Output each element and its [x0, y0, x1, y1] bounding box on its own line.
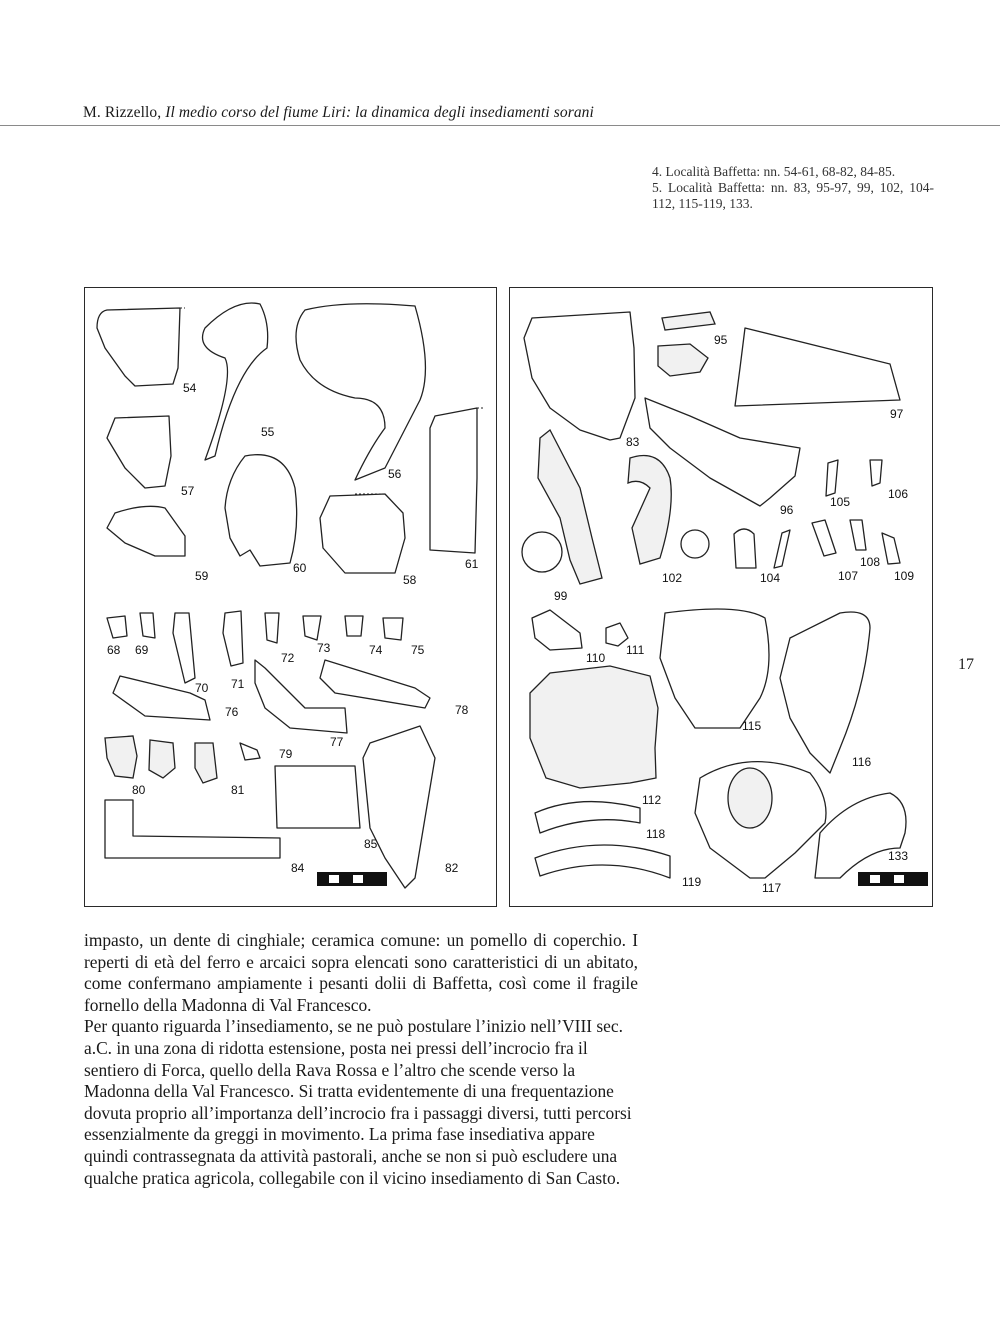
sherd-119 — [535, 845, 670, 878]
label-110: 110 — [586, 651, 606, 665]
label-116: 116 — [852, 755, 872, 769]
sherd-68 — [107, 616, 127, 638]
label-55: 55 — [261, 425, 275, 439]
label-78: 78 — [455, 703, 469, 717]
sherd-55 — [203, 303, 268, 460]
sherd-106 — [870, 460, 882, 486]
label-96: 96 — [780, 503, 794, 517]
label-58: 58 — [403, 573, 417, 587]
sherd-85 — [275, 766, 360, 828]
sherd-118 — [535, 802, 640, 833]
running-header — [83, 104, 594, 122]
sherd-105 — [826, 460, 838, 496]
sherd-84 — [105, 800, 280, 858]
label-59: 59 — [195, 569, 209, 583]
label-75: 75 — [411, 643, 425, 657]
label-74: 74 — [369, 643, 383, 657]
sherd-81 — [195, 743, 217, 783]
sherd-56 — [296, 304, 425, 480]
label-104: 104 — [760, 571, 781, 585]
sherd-72 — [265, 613, 279, 643]
sherd-115 — [660, 609, 769, 728]
sherd-133 — [815, 793, 909, 878]
label-82: 82 — [445, 861, 459, 875]
sherd-74 — [345, 616, 363, 636]
label-108: 108 — [860, 555, 881, 569]
label-119: 119 — [682, 875, 702, 889]
caption-fig-4: 4. Località Baffetta: nn. 54-61, 68-82, 84-85. — [652, 164, 896, 179]
label-106: 106 — [888, 487, 909, 501]
sherd-107 — [812, 520, 836, 556]
sherd-78 — [320, 660, 430, 708]
label-81: 81 — [231, 783, 245, 797]
sherd-80b — [149, 740, 175, 778]
sherd-112 — [530, 666, 658, 788]
label-79: 79 — [279, 747, 293, 761]
sherd-82 — [363, 726, 435, 888]
label-71: 71 — [231, 677, 245, 691]
sherd-99 — [538, 430, 602, 584]
paragraph-2: Per quanto riguarda l’insediamento, se ne può postulare l’inizio nell’VIII sec. a.C. in una zona di ridotta estensione, posta nei pressi dell’incrocio fra il sentiero di Forca, quello della Rava Rossa e l’altro che scende verso la Madonna della Val Francesco. Si tratta evidentemente di una frequentazione dovuta proprio all’importanza dell’incrocio fra i passaggi diversi, tutti percorsi essenzialmente da greggi in movimento. La prima fase insediativa appare quindi contrassegnata da attività pastorali, anche se non si può escludere una qualche pratica agricola, collegabile con il vicino insediamento di San Casto. — [84, 1016, 632, 1188]
label-109: 109 — [894, 569, 915, 583]
sherd-104 — [734, 529, 756, 568]
label-105: 105 — [830, 495, 851, 509]
sherd-99-section — [522, 532, 562, 572]
sherd-109 — [882, 533, 900, 564]
header-title: Il medio corso del fiume Liri: la dinamica degli insediamenti sorani — [165, 104, 594, 121]
sherd-95b — [658, 344, 708, 376]
sherd-102 — [628, 456, 671, 565]
sherd-80 — [105, 736, 137, 778]
label-115: 115 — [742, 719, 762, 733]
label-97: 97 — [890, 407, 904, 421]
sherd-75 — [383, 618, 403, 640]
sherd-97 — [735, 328, 900, 406]
body-text — [84, 930, 638, 1189]
sherd-110 — [532, 610, 582, 650]
header-author: M. Rizzello, — [83, 104, 166, 121]
label-83: 83 — [626, 435, 640, 449]
scale-bar — [317, 872, 387, 886]
label-77: 77 — [330, 735, 344, 749]
sherd-59 — [107, 506, 185, 556]
label-68: 68 — [107, 643, 121, 657]
scale-bar — [858, 872, 928, 886]
figure-captions — [652, 164, 934, 212]
sherd-95 — [662, 312, 715, 330]
label-69: 69 — [135, 643, 149, 657]
caption-fig-5: 5. Località Baffetta: nn. 83, 95-97, 99, 102, 104-112, 115-119, 133. — [652, 180, 934, 211]
paragraph-1: impasto, un dente di cinghiale; ceramica comune: un pomello di coperchio. I reperti di età del ferro e arcaici sopra elencati sono caratteristici di un abitato, come confermano ampiamente i pesanti dolii di Baffetta, così come il fragile fornello della Madonna di Val Francesco. — [84, 930, 638, 1015]
label-54: 54 — [183, 381, 197, 395]
sherd-69 — [140, 613, 155, 638]
figure-4-panel — [84, 287, 497, 907]
label-102: 102 — [662, 571, 683, 585]
header-rule — [0, 125, 1000, 126]
sherd-54 — [97, 308, 180, 386]
sherd-117-core — [728, 768, 772, 828]
label-80: 80 — [132, 783, 146, 797]
label-57: 57 — [181, 484, 195, 498]
label-117: 117 — [762, 881, 782, 895]
label-95: 95 — [714, 333, 728, 347]
label-84: 84 — [291, 861, 305, 875]
figure-4-drawing — [85, 288, 496, 906]
page-number: 17 — [958, 656, 974, 673]
figure-5-drawing — [510, 288, 932, 906]
label-111: 111 — [626, 643, 645, 657]
label-73: 73 — [317, 641, 331, 655]
sherd-61 — [430, 408, 477, 553]
sherd-116 — [780, 612, 870, 773]
sherd-102-section — [681, 530, 709, 558]
sherd-70 — [173, 613, 195, 683]
sherd-108 — [850, 520, 866, 550]
label-112: 112 — [642, 793, 662, 807]
label-70: 70 — [195, 681, 209, 695]
sherd-58 — [320, 494, 405, 573]
label-76: 76 — [225, 705, 239, 719]
sherd-83 — [524, 312, 635, 440]
sherd-111 — [606, 623, 628, 646]
label-60: 60 — [293, 561, 307, 575]
label-107: 107 — [838, 569, 859, 583]
sherd-79 — [240, 743, 260, 760]
label-99: 99 — [554, 589, 568, 603]
label-56: 56 — [388, 467, 402, 481]
sherd-73 — [303, 616, 321, 640]
label-133: 133 — [888, 849, 909, 863]
sherd-60 — [225, 455, 297, 566]
label-118: 118 — [646, 827, 666, 841]
sherd-71 — [223, 611, 243, 666]
figure-5-panel — [509, 287, 933, 907]
label-61: 61 — [465, 557, 479, 571]
sherd-57 — [107, 416, 171, 488]
label-72: 72 — [281, 651, 295, 665]
label-85: 85 — [364, 837, 378, 851]
sherd-77 — [255, 660, 347, 733]
